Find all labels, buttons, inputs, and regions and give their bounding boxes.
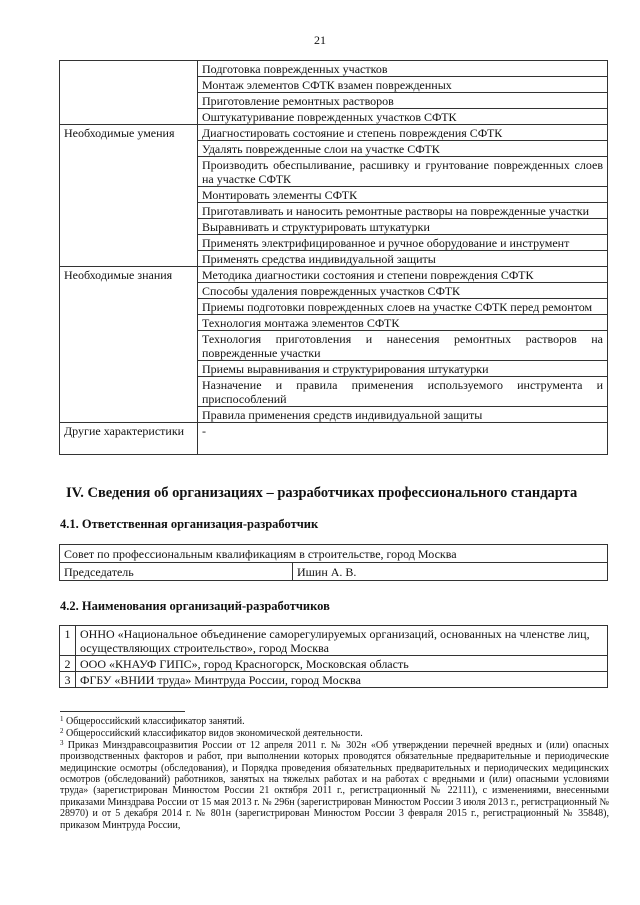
footnotes	[60, 716, 609, 832]
chair-name: Ишин А. В.	[293, 563, 608, 581]
other-characteristics-label: Другие характеристики	[60, 423, 198, 455]
table-row	[60, 545, 608, 563]
knowledge-cell: Приемы подготовки поврежденных слоев на участке СФТК перед ремонтом	[198, 299, 608, 315]
knowledge-cell: Приемы выравнивания и структурирования штукатурки	[198, 361, 608, 377]
knowledge-label: Необходимые знания	[60, 267, 198, 423]
responsible-organization-name: Совет по профессиональным квалификациям в строительстве, город Москва	[60, 545, 608, 563]
table-row	[60, 563, 608, 581]
table-row	[60, 672, 608, 688]
footnote-text: Общероссийский классификатор занятий.	[66, 716, 245, 727]
labor-actions-table	[59, 60, 608, 455]
row-number: 3	[60, 672, 76, 688]
subsection-4-1-title: 4.1. Ответственная организация-разработчик	[60, 517, 319, 531]
knowledge-cell: Технология монтажа элементов СФТК	[198, 315, 608, 331]
other-characteristics-value: -	[198, 423, 608, 455]
skills-label: Необходимые умения	[60, 125, 198, 267]
labor-action-cell: Подготовка поврежденных участков	[198, 61, 608, 77]
organization-name: ООО «КНАУФ ГИПС», город Красногорск, Московская область	[76, 656, 608, 672]
knowledge-cell: Способы удаления поврежденных участков СФТК	[198, 283, 608, 299]
labor-action-cell: Приготовление ремонтных растворов	[198, 93, 608, 109]
table-row	[60, 626, 608, 656]
knowledge-cell: Назначение и правила применения используемого инструмента и приспособлений	[198, 377, 608, 407]
page-number: 21	[314, 33, 326, 47]
footnote-mark: 1	[60, 715, 64, 723]
knowledge-cell: Технология приготовления и нанесения ремонтных растворов на поврежденные участки	[198, 331, 608, 361]
footnote	[60, 728, 609, 739]
footnote-mark: 2	[60, 726, 64, 735]
row-number: 1	[60, 626, 76, 656]
skill-cell: Выравнивать и структурировать штукатурки	[198, 219, 608, 235]
developer-organizations-table	[59, 625, 608, 688]
skill-cell: Применять электрифицированное и ручное оборудование и инструмент	[198, 235, 608, 251]
knowledge-cell: Правила применения средств индивидуальной защиты	[198, 407, 608, 423]
footnote	[60, 716, 609, 727]
skill-cell: Применять средства индивидуальной защиты	[198, 251, 608, 267]
responsible-organization-table	[59, 544, 608, 581]
footnote-text: Приказ Минздравсоцразвития России от 12 апреля 2011 г. № 302н «Об утверждении перечней вредных и (или) опасных производственных факторов и работ, при выполнении которых проводятся обязательные предварительные и периодические медицинские осмотры (обследования), и Порядка проведения обязательных предварительных и периодических медицинских осмотров (обследований) работников, занятых на тяжелых работах и на работах с вредными и (или) опасными условиями труда» (зарегистрирован Минюстом России 21 октября 2011 г., регистрационный № 22111), с изменениями, внесенными приказами Минздрава России от 15 мая 2013 г. № 296н (зарегистрирован Минюстом России 3 июля 2013 г., регистрационный № 28970) и от 5 декабря 2014 г. № 801н (зарегистрирован Минюстом России 3 февраля 2015 г., регистрационный № 35848), приказом Минтруда России,	[60, 739, 610, 831]
skill-cell: Монтировать элементы СФТК	[198, 187, 608, 203]
footnote	[60, 740, 609, 831]
skill-cell: Диагностировать состояние и степень повреждения СФТК	[198, 125, 608, 141]
organization-name: ФГБУ «ВНИИ труда» Минтруда России, город Москва	[76, 672, 608, 688]
subsection-4-2-title: 4.2. Наименования организаций-разработчиков	[60, 599, 330, 613]
footnote-divider	[60, 711, 185, 712]
row-number: 2	[60, 656, 76, 672]
organization-name: ОННО «Национальное объединение саморегулируемых организаций, основанных на членстве лиц, осуществляющих строительство», город Москва	[76, 626, 608, 656]
table-row	[60, 61, 608, 77]
skill-cell: Удалять поврежденные слои на участке СФТК	[198, 141, 608, 157]
continued-label-cell	[60, 61, 198, 125]
table-row	[60, 656, 608, 672]
chair-label: Председатель	[60, 563, 293, 581]
labor-action-cell: Монтаж элементов СФТК взамен поврежденных	[198, 77, 608, 93]
table-row	[60, 125, 608, 141]
knowledge-cell: Методика диагностики состояния и степени повреждения СФТК	[198, 267, 608, 283]
footnote-mark: 3	[60, 738, 64, 747]
footnote-text: Общероссийский классификатор видов экономической деятельности.	[66, 727, 363, 739]
section-iv-title: IV. Сведения об организациях – разработчиках профессионального стандарта	[66, 485, 578, 501]
labor-action-cell: Оштукатуривание поврежденных участков СФТК	[198, 109, 608, 125]
table-row	[60, 423, 608, 455]
skill-cell: Приготавливать и наносить ремонтные растворы на поврежденные участки	[198, 203, 608, 219]
skill-cell: Производить обеспыливание, расшивку и грунтование поврежденных слоев на участке СФТК	[198, 157, 608, 187]
table-row	[60, 267, 608, 283]
